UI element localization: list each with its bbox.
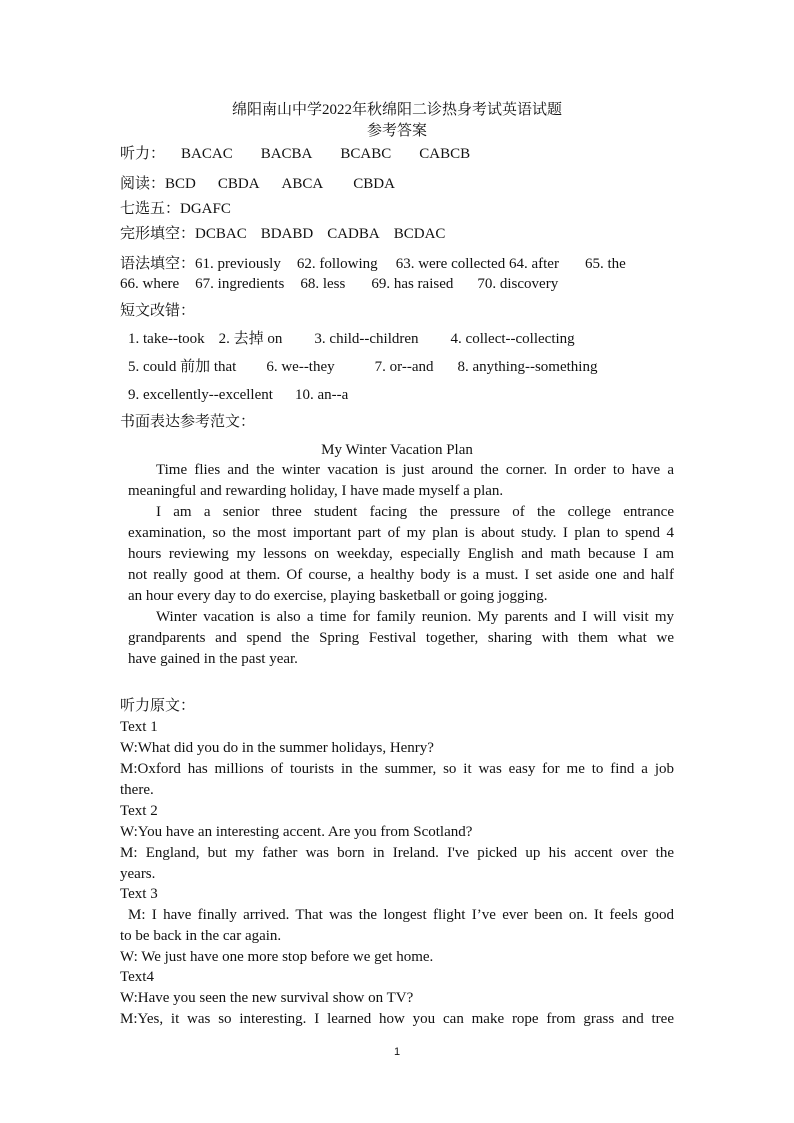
grammar-answers-line2: [120, 274, 558, 294]
grammar-label: 语法填空：: [120, 256, 196, 272]
transcript-line: W: We just have one more stop before we get home.: [120, 949, 434, 965]
essay-line: grandparents and spend the Spring Festival together, sharing with them what we: [128, 630, 674, 646]
essay-line: examination, so the most important part of my plan is about study. I plan to spend 4: [128, 525, 674, 541]
grammar-answer: 63. were collected 64. after: [395, 256, 559, 272]
correction-item: 6. we--they: [266, 359, 335, 375]
reading-label: 阅读：: [120, 176, 166, 192]
cloze-label: 完形填空：: [120, 226, 196, 242]
reading-answers: [120, 174, 395, 194]
cloze-answers: [120, 224, 445, 244]
correction-label: 短文改错：: [120, 303, 196, 319]
answer-group: ABCA: [281, 176, 324, 192]
transcript-line: M: I have finally arrived. That was the longest flight I’ve ever been on. It feels good: [128, 907, 674, 923]
essay-line: have gained in the past year.: [128, 651, 298, 667]
correction-item: 4. collect--collecting: [450, 331, 575, 347]
essay-line: not really good at them. Of course, a healthy body is a must. I set aside one and half: [128, 567, 674, 583]
transcript-label: 听力原文：: [120, 698, 196, 714]
transcript-line: W:You have an interesting accent. Are you from Scotland?: [120, 824, 473, 840]
answer-key-subtitle: 参考答案: [366, 123, 427, 139]
grammar-answer: 70. discovery: [477, 276, 559, 292]
transcript-line: M: England, but my father was born in Ireland. I've picked up his accent over the: [120, 845, 674, 861]
answer-group: CADBA: [327, 226, 380, 242]
correction-item: 8. anything--something: [457, 359, 598, 375]
transcript-line: W:What did you do in the summer holidays, Henry?: [120, 740, 434, 756]
transcript-line: W:Have you seen the new survival show on TV?: [120, 990, 414, 1006]
transcript-heading: Text 1: [120, 719, 158, 735]
transcript-line: to be back in the car again.: [120, 928, 282, 944]
essay-line: I am a senior three student facing the pressure of the college entrance: [156, 504, 674, 520]
answer-group: BCD: [165, 176, 196, 192]
answer-group: BACBA: [260, 146, 313, 162]
essay-line: hours reviewing my lessons on weekday, especially English and math because I am: [128, 546, 674, 562]
transcript-heading: Text 3: [120, 886, 158, 902]
grammar-answers-line1: [120, 254, 626, 274]
seven-five-label: 七选五：: [120, 201, 181, 217]
writing-label: 书面表达参考范文：: [120, 414, 256, 430]
page-number: 1: [393, 1046, 401, 1058]
seven-five-answers: [120, 199, 231, 219]
grammar-answer: 61. previously: [195, 256, 281, 272]
correction-row: [128, 329, 575, 349]
answer-group: BACAC: [181, 146, 233, 162]
essay-line: an hour every day to do exercise, playing basketball or going jogging.: [128, 588, 548, 604]
listening-answers: [120, 144, 470, 164]
correction-row: [128, 385, 348, 405]
essay-title: My Winter Vacation Plan: [321, 442, 473, 458]
correction-row: [128, 357, 597, 377]
listening-label: 听力：: [120, 146, 166, 162]
correction-item: 3. child--children: [314, 331, 419, 347]
essay-line: meaningful and rewarding holiday, I have made myself a plan.: [128, 483, 504, 499]
correction-item: 7. or--and: [374, 359, 434, 375]
correction-item: 1. take--took: [128, 331, 205, 347]
transcript-line: M:Yes, it was so interesting. I learned how you can make rope from grass and tree: [120, 1011, 674, 1027]
answer-group: BDABD: [260, 226, 314, 242]
essay-line: Winter vacation is also a time for family reunion. My parents and I will visit my: [156, 609, 674, 625]
correction-item: 9. excellently--excellent: [128, 387, 273, 403]
answer-group: DGAFC: [180, 201, 231, 217]
answer-group: CABCB: [419, 146, 471, 162]
grammar-answer: 65. the: [584, 256, 626, 272]
exam-title: 绵阳南山中学2022年秋绵阳二诊热身考试英语试题: [231, 102, 562, 118]
answer-group: BCDAC: [393, 226, 446, 242]
answer-group: BCABC: [340, 146, 392, 162]
transcript-line: years.: [120, 866, 156, 882]
correction-item: 5. could 前加 that: [128, 359, 237, 375]
answer-group: DCBAC: [195, 226, 247, 242]
correction-item: 2. 去掉 on: [218, 331, 283, 347]
answer-group: CBDA: [353, 176, 395, 192]
answer-group: CBDA: [217, 176, 260, 192]
grammar-answer: 68. less: [300, 276, 346, 292]
essay-line: Time flies and the winter vacation is just around the corner. In order to have a: [156, 462, 674, 478]
transcript-line: M:Oxford has millions of tourists in the summer, so it was easy for me to find a job: [120, 761, 674, 777]
grammar-answer: 66. where: [120, 276, 180, 292]
grammar-answer: 69. has raised: [371, 276, 454, 292]
transcript-line: there.: [120, 782, 154, 798]
correction-item: 10. an--a: [294, 387, 349, 403]
transcript-heading: Text4: [120, 969, 154, 985]
grammar-answer: 67. ingredients: [195, 276, 285, 292]
transcript-heading: Text 2: [120, 803, 158, 819]
grammar-answer: 62. following: [296, 256, 378, 272]
